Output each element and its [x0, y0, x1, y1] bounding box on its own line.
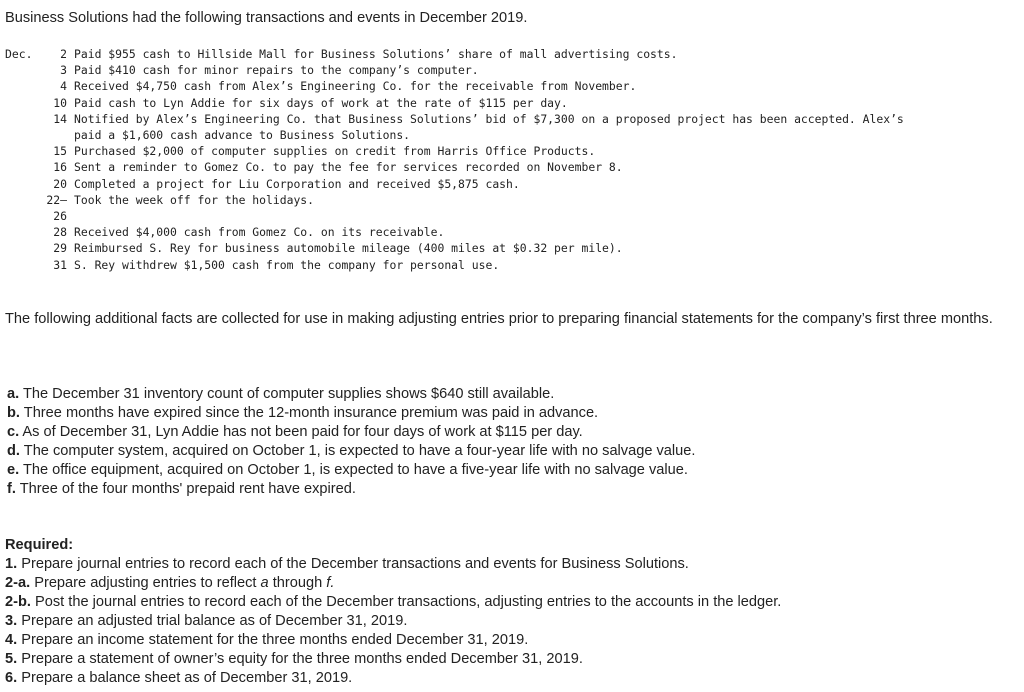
required-heading: Required:	[5, 537, 74, 553]
transaction-day: 29	[53, 241, 67, 256]
transaction-text: Notified by Alex’s Engineering Co. that Business Solutions’ bid of $7,300 on a proposed project has been accepted. Alex’s	[74, 111, 904, 126]
transaction-day: 31	[53, 257, 67, 272]
fact-label: e.	[7, 462, 20, 478]
transaction-text: Paid $410 cash for minor repairs to the company’s computer.	[74, 63, 479, 78]
transaction-text: Took the week off for the holidays.	[74, 192, 315, 207]
transaction-day: 28	[53, 225, 67, 240]
transaction-continuation: paid a $1,600 cash advance to Business Solutions.	[74, 128, 411, 143]
fact-item	[7, 461, 1007, 480]
required-text-em: f.	[326, 575, 335, 591]
fact-item	[7, 480, 1007, 499]
fact-text: Three months have expired since the 12-month insurance premium was paid in advance.	[23, 405, 599, 421]
required-text: Prepare a statement of owner’s equity for the three months ended December 31, 2019.	[21, 651, 583, 667]
transaction-day: 3	[60, 63, 67, 78]
transaction-month: Dec.	[5, 47, 33, 61]
transaction-day: 20	[53, 176, 67, 191]
required-text-mid: through	[268, 575, 327, 591]
transaction-day: 26	[53, 209, 67, 224]
transaction-row	[5, 159, 904, 175]
transaction-row	[5, 46, 904, 62]
transaction-day: 22–	[46, 192, 67, 207]
required-item	[5, 669, 1015, 688]
transaction-text: Purchased $2,000 of computer supplies on credit from Harris Office Products.	[74, 144, 596, 159]
required-label: 2-a.	[5, 575, 31, 591]
additional-facts-intro: The following additional facts are collected for use in making adjusting entries prior to preparing financial statements for the company’s first three months.	[5, 311, 993, 327]
adjustment-facts-list	[7, 385, 1007, 499]
required-text: Prepare adjusting entries to reflect	[34, 575, 261, 591]
required-text-em: a	[260, 575, 269, 591]
required-item	[5, 555, 1015, 574]
required-label: 5.	[5, 651, 18, 667]
fact-text: The December 31 inventory count of computer supplies shows $640 still available.	[22, 386, 555, 402]
fact-label: a.	[7, 386, 20, 402]
transaction-list	[5, 46, 904, 273]
fact-text: Three of the four months' prepaid rent have expired.	[19, 481, 356, 497]
transaction-text: S. Rey withdrew $1,500 cash from the company for personal use.	[74, 257, 500, 272]
required-text: Prepare an adjusted trial balance as of December 31, 2019.	[21, 613, 408, 629]
fact-item	[7, 385, 1007, 404]
transaction-row	[5, 78, 904, 94]
required-item	[5, 650, 1015, 669]
fact-text: The office equipment, acquired on October 1, is expected to have a five-year life with no salvage value.	[22, 462, 688, 478]
transaction-row	[5, 95, 904, 111]
transaction-text: Paid cash to Lyn Addie for six days of work at the rate of $115 per day.	[74, 95, 568, 110]
required-item	[5, 574, 1015, 593]
transaction-text: Sent a reminder to Gomez Co. to pay the fee for services recorded on November 8.	[74, 160, 623, 175]
transaction-text: Received $4,750 cash from Alex’s Engineering Co. for the receivable from November.	[74, 79, 637, 94]
transaction-day: 15	[53, 144, 67, 159]
required-label: 4.	[5, 632, 18, 648]
transaction-text: Reimbursed S. Rey for business automobile mileage (400 miles at $0.32 per mile).	[74, 241, 623, 256]
transaction-row	[5, 143, 904, 159]
transaction-row	[5, 62, 904, 78]
transaction-text: Received $4,000 cash from Gomez Co. on its receivable.	[74, 225, 445, 240]
required-label: 3.	[5, 613, 18, 629]
transaction-row	[5, 192, 904, 208]
fact-label: b.	[7, 405, 20, 421]
transaction-day: 16	[53, 160, 67, 175]
transaction-day: 4	[60, 79, 67, 94]
transaction-day: 14	[53, 111, 67, 126]
intro-text: Business Solutions had the following transactions and events in December 2019.	[5, 10, 528, 26]
transaction-row	[5, 176, 904, 192]
required-item	[5, 593, 1015, 612]
required-item	[5, 631, 1015, 650]
transaction-day: 10	[53, 95, 67, 110]
fact-item	[7, 404, 1007, 423]
transaction-day: 2	[60, 47, 67, 61]
transaction-text: Paid $955 cash to Hillside Mall for Business Solutions’ share of mall advertising costs.	[74, 47, 678, 61]
transaction-text: Completed a project for Liu Corporation and received $5,875 cash.	[74, 176, 520, 191]
fact-text: The computer system, acquired on October 1, is expected to have a four-year life with no salvage value.	[23, 443, 696, 459]
required-label: 2-b.	[5, 594, 31, 610]
fact-text: As of December 31, Lyn Addie has not been paid for four days of work at $115 per day.	[22, 424, 583, 440]
required-label: 6.	[5, 670, 18, 686]
required-section	[5, 536, 1015, 688]
fact-item	[7, 423, 1007, 442]
fact-label: f.	[7, 481, 16, 497]
fact-item	[7, 442, 1007, 461]
required-text: Prepare an income statement for the three months ended December 31, 2019.	[21, 632, 529, 648]
transaction-row	[5, 240, 904, 256]
required-text: Prepare a balance sheet as of December 31, 2019.	[21, 670, 353, 686]
fact-label: c.	[7, 424, 20, 440]
transaction-row	[5, 257, 904, 273]
fact-label: d.	[7, 443, 20, 459]
required-text: Post the journal entries to record each of the December transactions, adjusting entries to the accounts in the ledger.	[35, 594, 782, 610]
transaction-row	[5, 111, 904, 127]
transaction-text	[67, 208, 74, 224]
required-label: 1.	[5, 556, 18, 572]
transaction-row	[5, 208, 904, 224]
transaction-row	[5, 224, 904, 240]
required-text: Prepare journal entries to record each of the December transactions and events for Business Solutions.	[21, 556, 689, 572]
required-item	[5, 612, 1015, 631]
